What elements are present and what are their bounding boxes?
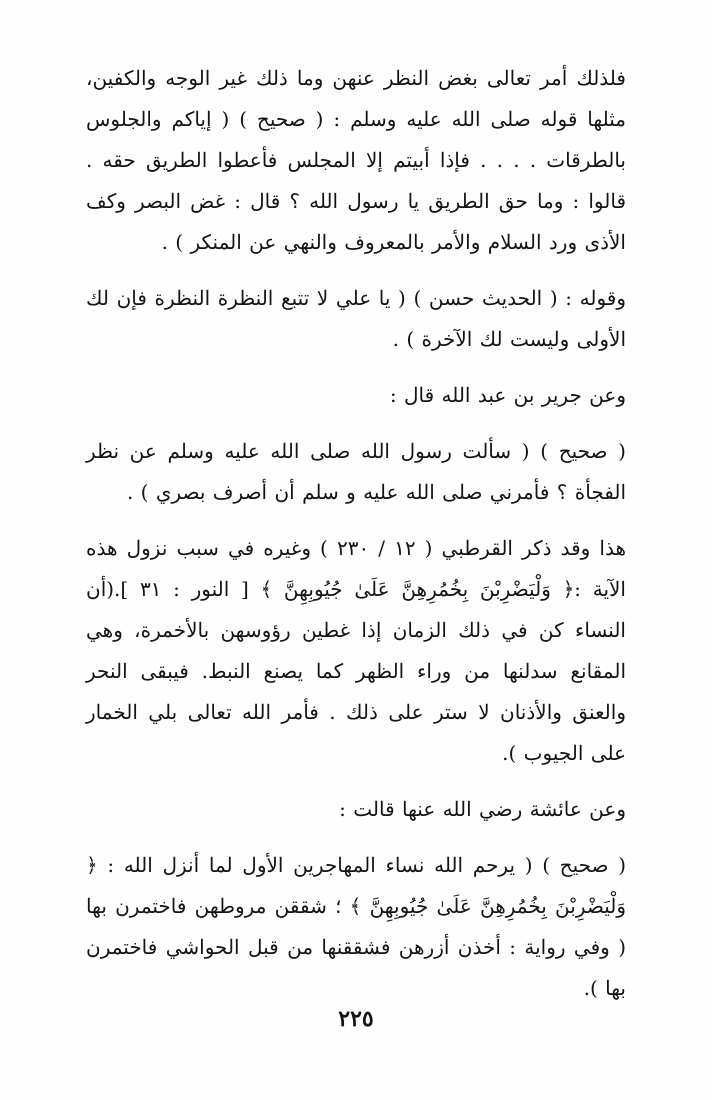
paragraph-jarir-intro: وعن جرير بن عبد الله قال : bbox=[389, 383, 626, 407]
paragraph-gaze-and-roads-hadith: فلذلك أمر تعالى بغض النظر عنهن وما ذلك غير الوجه والكفين، مثلها قوله صلى الله عليه وسلم : ( صحيح ) ( إياكم والجلوس بالطرقات . . . . فإذا أبيتم إلا المجلس فأعطوا الطريق حقه . قالوا : وما حق الطريق يا رسول الله ؟ قال : غض البصر وكف الأذى ورد السلام والأمر بالمعروف والنهي عن المنكر ) . bbox=[86, 66, 626, 254]
paragraph-aisha-hadith: ( صحيح ) ( يرحم الله نساء المهاجرين الأول لما أنزل الله : ﴿ وَلْيَضْرِبْنَ بِخُمُرِهِنَّ عَلَىٰ جُيُوبِهِنَّ ﴾ ؛ شققن مروطهن فاختمرن بها ( وفي رواية : أخذن أزرهن فشققنها من قبل الحواشي فاختمرن بها ). bbox=[86, 853, 626, 1000]
paragraph-aisha-intro: وعن عائشة رضي الله عنها قالت : bbox=[339, 797, 626, 821]
page-body bbox=[86, 58, 626, 1009]
paragraph-qurtubi-commentary: هذا وقد ذكر القرطبي ( ١٢ / ٢٣٠ ) وغيره في سبب نزول هذه الآية :﴿ وَلْيَضْرِبْنَ بِخُمُرِهِنَّ عَلَىٰ جُيُوبِهِنَّ ﴾ [ النور : ٣١ ].(أن النساء كن في ذلك الزمان إذا غطين رؤوسهن بالأخمرة، وهي المقانع سدلنها من وراء الظهر كما يصنع النبط. فيبقى النحر والعنق والأذنان لا ستر على ذلك . فأمر الله تعالى بلي الخمار على الجيوب ). bbox=[86, 536, 627, 765]
paragraph-ali-hadith: وقوله : ( الحديث حسن ) ( يا علي لا تتبع النظرة النظرة فإن لك الأولى وليست لك الآخرة ) . bbox=[86, 286, 626, 351]
paragraph-sudden-glance-hadith: ( صحيح ) ( سألت رسول الله صلى الله عليه وسلم عن نظر الفجأة ؟ فأمرني صلى الله عليه و سلم أن أصرف بصري ) . bbox=[86, 439, 626, 504]
page-number: ٢٢٥ bbox=[338, 1006, 374, 1032]
